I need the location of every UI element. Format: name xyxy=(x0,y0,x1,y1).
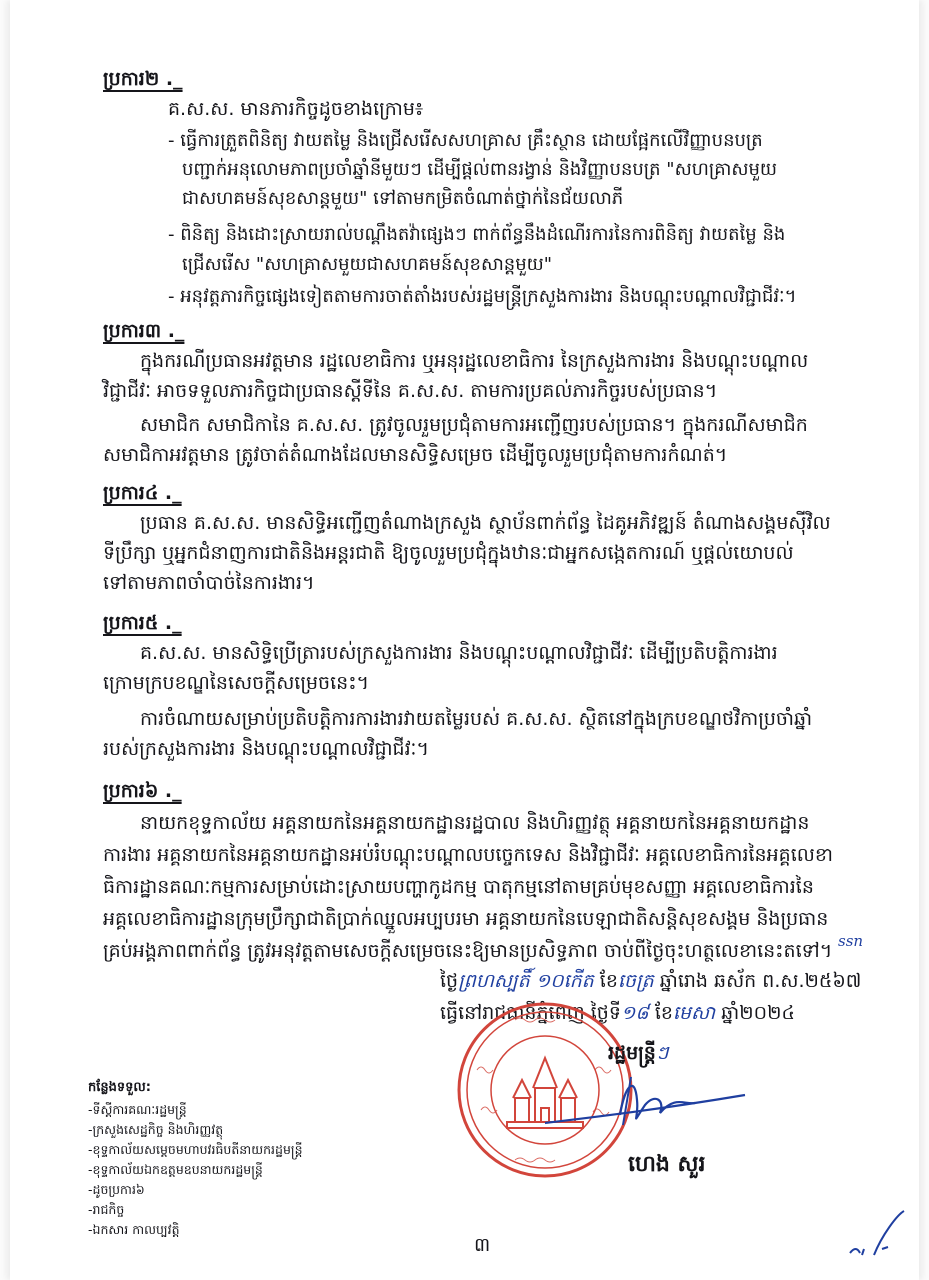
corner-initials-mark xyxy=(842,1205,912,1265)
article-4-line-3: ទៅតាមភាពចាំបាច់នៃការងារ។ xyxy=(103,572,315,594)
recipients-title: កន្លែងទទួល: xyxy=(88,1080,151,1095)
article-6-line-3: ធិការដ្ឋានគណៈកម្មការសម្រាប់ដោះស្រាយបញ្ហាកូដកម្ម បាតុកម្មនៅតាមគ្រប់មុខសញ្ញា អគ្គលេខាធិការនៃ xyxy=(103,876,814,898)
recipient-item: -ឯកសារ កាលប្បវត្តិ xyxy=(88,1222,180,1237)
article-2-bullet-1-line-3: ជាសហគមន៍សុខសាន្តមួយ" ទៅតាមកម្រិតចំណាត់ថ្នាក់នៃជ័យលាភី xyxy=(182,188,624,209)
article-3-heading: ប្រការ៣ ._ xyxy=(103,320,185,342)
article-6-line-4: អគ្គលេខាធិការដ្ឋានក្រុមប្រឹក្សាជាតិប្រាក់ឈ្នួលអប្បបរមា អគ្គនាយកនៃបេឡាជាតិសន្តិសុខសង្គម និងប្រធាន xyxy=(103,908,829,930)
article-6-heading: ប្រការ៦ ._ xyxy=(103,780,182,802)
article-5-line-2: ក្រោមក្របខណ្ឌនៃសេចក្តីសម្រេចនេះ។ xyxy=(103,672,370,694)
year: ឆ្នាំ២០២៤ xyxy=(721,1002,795,1024)
signatory-title xyxy=(608,1040,668,1066)
signatory-title-text: រដ្ឋមន្ត្រី xyxy=(608,1042,656,1064)
recipient-item: -ខុទ្ទកាល័យឯកឧត្តមឧបនាយករដ្ឋមន្ត្រី xyxy=(88,1162,263,1177)
article-5-line-3: ការចំណាយសម្រាប់ប្រតិបត្តិការការងារវាយតម្លៃរបស់ គ.ស.ស. ស្ថិតនៅក្នុងក្របខណ្ឌថវិកាប្រចាំឆ្នាំ xyxy=(140,708,813,730)
lunar-year: ឆ្នាំរោង ឆស័ក ព.ស.២៥៦៧ xyxy=(659,970,862,992)
article-3-line-4: សមាជិកាអវត្តមាន ត្រូវចាត់តំណាងដែលមានសិទ្ធិសម្រេច ដើម្បីចូលរួមប្រជុំតាមការកំណត់។ xyxy=(103,444,728,466)
article-4-line-1: ប្រធាន គ.ស.ស. មានសិទ្ធិអញ្ជើញតំណាងក្រសួង ស្ថាប័នពាក់ព័ន្ធ ដៃគូអភិវឌ្ឍន៍ តំណាងសង្គមស៊ីវិល xyxy=(140,512,831,534)
margin-initials: ssn xyxy=(838,932,864,950)
article-3-line-1: ក្នុងករណីប្រធានអវត្តមាន រដ្ឋលេខាធិការ ឬអនុរដ្ឋលេខាធិការ នៃក្រសួងការងារ និងបណ្តុះបណ្តាល xyxy=(140,350,809,372)
article-2-bullet-2-line-1: - ពិនិត្យ និងដោះស្រាយរាល់បណ្តឹងតវ៉ាផ្សេងៗ ពាក់ព័ន្ធនឹងដំណើរការនៃការពិនិត្យ វាយតម្លៃ និង xyxy=(168,224,786,245)
place-date-prefix: ធ្វើនៅរាជធានីភ្នំពេញ ថ្ងៃទី xyxy=(440,1002,621,1024)
recipient-item: -ក្រសួងសេដ្ឋកិច្ច និងហិរញ្ញវត្ថុ xyxy=(88,1122,224,1137)
lunar-month-label: ខែ xyxy=(599,970,618,992)
lunar-month-handwritten: ចេត្រ xyxy=(617,970,654,992)
day-handwritten: ១៨ xyxy=(620,1002,649,1024)
signatory-name: ហេង សួរ xyxy=(628,1152,706,1177)
article-2-intro: គ.ស.ស. មានភារកិច្ចដូចខាងក្រោម៖ xyxy=(168,98,424,120)
article-2-bullet-1-line-1: - ធ្វើការត្រួតពិនិត្យ វាយតម្លៃ និងជ្រើសរើសសហគ្រាស គ្រឹះស្ថាន ដោយផ្អែកលើវិញ្ញាបនបត្រ xyxy=(168,130,763,151)
recipient-item: -ខុទ្ទកាល័យសម្តេចមហាបវរធិបតីនាយករដ្ឋមន្ត្រី xyxy=(88,1142,303,1157)
month-handwritten: មេសា xyxy=(672,1002,716,1024)
article-2-bullet-2-line-2: ជ្រើសរើស "សហគ្រាសមួយជាសហគមន៍សុខសាន្តមួយ" xyxy=(182,254,553,275)
article-6-line-2: ការងារ អគ្គនាយកនៃអគ្គនាយកដ្ឋានអប់រំបណ្តុះបណ្តាលបច្ចេកទេស និងវិជ្ជាជីវៈ អគ្គលេខាធិការនៃអគ្គលេខា xyxy=(103,844,833,866)
article-3-line-3: សមាជិក សមាជិកានៃ គ.ស.ស. ត្រូវចូលរួមប្រជុំតាមការអញ្ជើញរបស់ប្រធាន។ ក្នុងករណីសមាជិក xyxy=(140,414,808,436)
lunar-day-handwritten: ព្រហស្បតិ៍ ១០កើត xyxy=(458,970,594,992)
page-number: ៣ xyxy=(474,1234,491,1256)
handwritten-signature xyxy=(535,1065,760,1145)
article-2-heading: ប្រការ២ ._ xyxy=(103,68,183,90)
recipient-item: -រាជកិច្ច xyxy=(88,1202,125,1217)
article-3-line-2: វិជ្ជាជីវៈ អាចទទួលភារកិច្ចជាប្រធានស្តីទីនៃ គ.ស.ស. តាមការប្រគល់ភារកិច្ចរបស់ប្រធាន។ xyxy=(103,380,718,402)
recipient-item: -ដូចប្រការ៦ xyxy=(88,1182,145,1197)
lunar-prefix: ថ្ងៃ xyxy=(440,970,459,992)
article-4-heading: ប្រការ៤ ._ xyxy=(103,482,182,504)
article-5-line-4: របស់ក្រសួងការងារ និងបណ្តុះបណ្តាលវិជ្ជាជីវៈ។ xyxy=(103,738,429,760)
article-5-line-1: គ.ស.ស. មានសិទ្ធិប្រើត្រារបស់ក្រសួងការងារ និងបណ្តុះបណ្តាលវិជ្ជាជីវៈ ដើម្បីប្រតិបត្តិការងារ xyxy=(140,642,778,664)
article-2-bullet-1-line-2: បញ្ជាក់អនុលោមភាពប្រចាំឆ្នាំនីមួយៗ ដើម្បីផ្តល់ពានរង្វាន់ និងវិញ្ញាបនបត្រ "សហគ្រាសមួយ xyxy=(182,159,778,180)
article-4-line-2: ទីប្រឹក្សា ឬអ្នកជំនាញការជាតិនិងអន្តរជាតិ ឱ្យចូលរួមប្រជុំក្នុងឋានៈជាអ្នកសង្កេតការណ៍ ឬផ្តល់យោបល់ xyxy=(103,542,794,564)
lunar-date-line xyxy=(440,968,861,994)
article-2-bullet-3: - អនុវត្តភារកិច្ចផ្សេងទៀតតាមការចាត់តាំងរបស់រដ្ឋមន្ត្រីក្រសួងការងារ និងបណ្តុះបណ្តាលវិជ្ជាជីវៈ។ xyxy=(168,286,797,307)
recipient-item: -ទីស្តីការគណៈរដ្ឋមន្ត្រី xyxy=(88,1102,187,1117)
month-label: ខែ xyxy=(654,1002,673,1024)
article-6-line-5: គ្រប់អង្គភាពពាក់ព័ន្ធ ត្រូវអនុវត្តតាមសេចក្តីសម្រេចនេះឱ្យមានប្រសិទ្ធភាព ចាប់ពីថ្ងៃចុះហត្ថលេខានេះតទៅ។ xyxy=(103,940,833,962)
article-6-line-1: នាយកខុទ្ទកាល័យ អគ្គនាយកនៃអគ្គនាយកដ្ឋានរដ្ឋបាល និងហិរញ្ញវត្ថុ អគ្គនាយកនៃអគ្គនាយកដ្ឋាន xyxy=(140,812,810,834)
title-initial-mark: ៗ xyxy=(655,1042,669,1064)
article-5-heading: ប្រការ៥ ._ xyxy=(103,612,182,634)
